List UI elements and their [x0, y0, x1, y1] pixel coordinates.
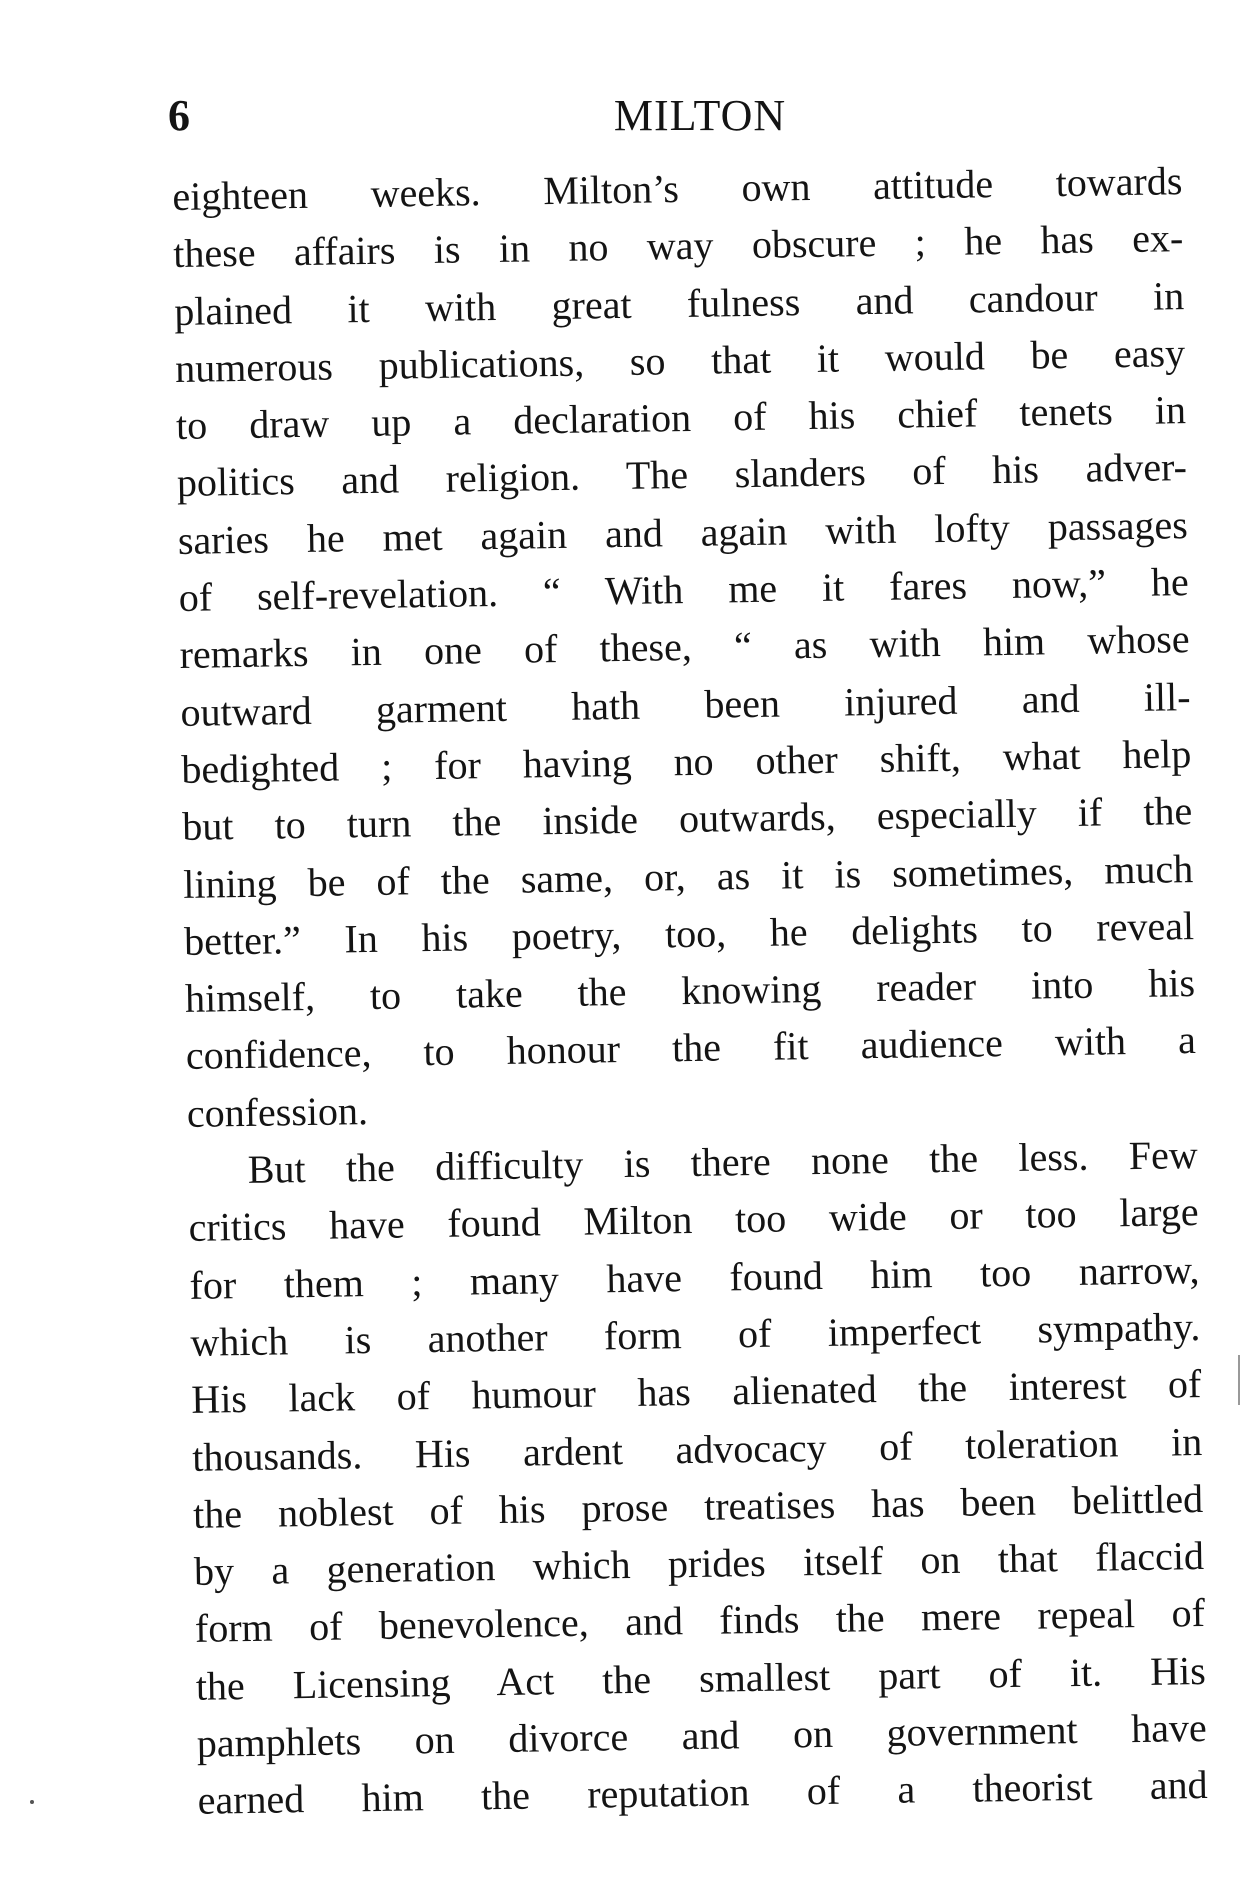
scan-speck	[30, 1800, 34, 1804]
text-line: pamphlets on divorce and on government have	[196, 1704, 1207, 1766]
text-line: the Licensing Act the smallest part of it. His	[195, 1647, 1207, 1709]
text-line: eighteen weeks. Milton’s own attitude towards	[172, 158, 1183, 219]
text-line: to draw up a declaration of his chief tenets in	[175, 387, 1187, 449]
text-line: earned him the reputation of a theorist and	[197, 1762, 1208, 1824]
text-line: but to turn the inside outwards, especially if the	[181, 788, 1193, 850]
scan-mark	[1238, 1355, 1240, 1405]
page-number: 6	[168, 91, 190, 140]
text-line: confidence, to honour the fit audience with a	[185, 1017, 1197, 1079]
text-line-paragraph-start: But the difficulty is there none the less. Few	[247, 1132, 1198, 1192]
page-header	[160, 86, 1120, 146]
text-line: numerous publications, so that it would be easy	[174, 330, 1186, 391]
text-line: saries he met again and again with lofty passages	[177, 501, 1189, 563]
text-line: which is another form of imperfect sympathy.	[190, 1303, 1201, 1365]
text-line: for them ; many have found him too narrow,	[189, 1246, 1200, 1308]
text-line: of self-revelation. “ With me it fares now,” he	[178, 559, 1189, 621]
text-line: better.” In his poetry, too, he delights to reveal	[183, 902, 1195, 964]
text-line: bedighted ; for having no other shift, what help	[181, 731, 1192, 792]
text-line: remarks in one of these, “ as with him whose	[179, 616, 1190, 678]
text-line-paragraph-end: confession.	[186, 1087, 369, 1136]
text-line: critics have found Milton too wide or too large	[188, 1189, 1199, 1251]
text-line: plained it with great fulness and candour in	[173, 272, 1185, 334]
body-text	[172, 152, 1208, 1829]
text-line: lining be of the same, or, as it is sometimes, much	[182, 845, 1194, 907]
text-line: politics and religion. The slanders of his adver-	[176, 444, 1188, 506]
text-line: outward garment hath been injured and ill-	[180, 673, 1191, 735]
text-line: thousands. His ardent advocacy of toleration in	[191, 1418, 1203, 1480]
text-line: these affairs is in no way obscure ; he has ex-	[172, 215, 1184, 277]
running-title: MILTON	[613, 91, 787, 140]
text-line: His lack of humour has alienated the interest of	[190, 1361, 1202, 1423]
text-line: form of benevolence, and finds the mere repeal of	[194, 1590, 1206, 1652]
text-line: by a generation which prides itself on that flaccid	[193, 1533, 1205, 1594]
text-line: himself, to take the knowing reader into his	[184, 960, 1196, 1022]
text-line: the noblest of his prose treatises has been belittled	[192, 1475, 1204, 1537]
